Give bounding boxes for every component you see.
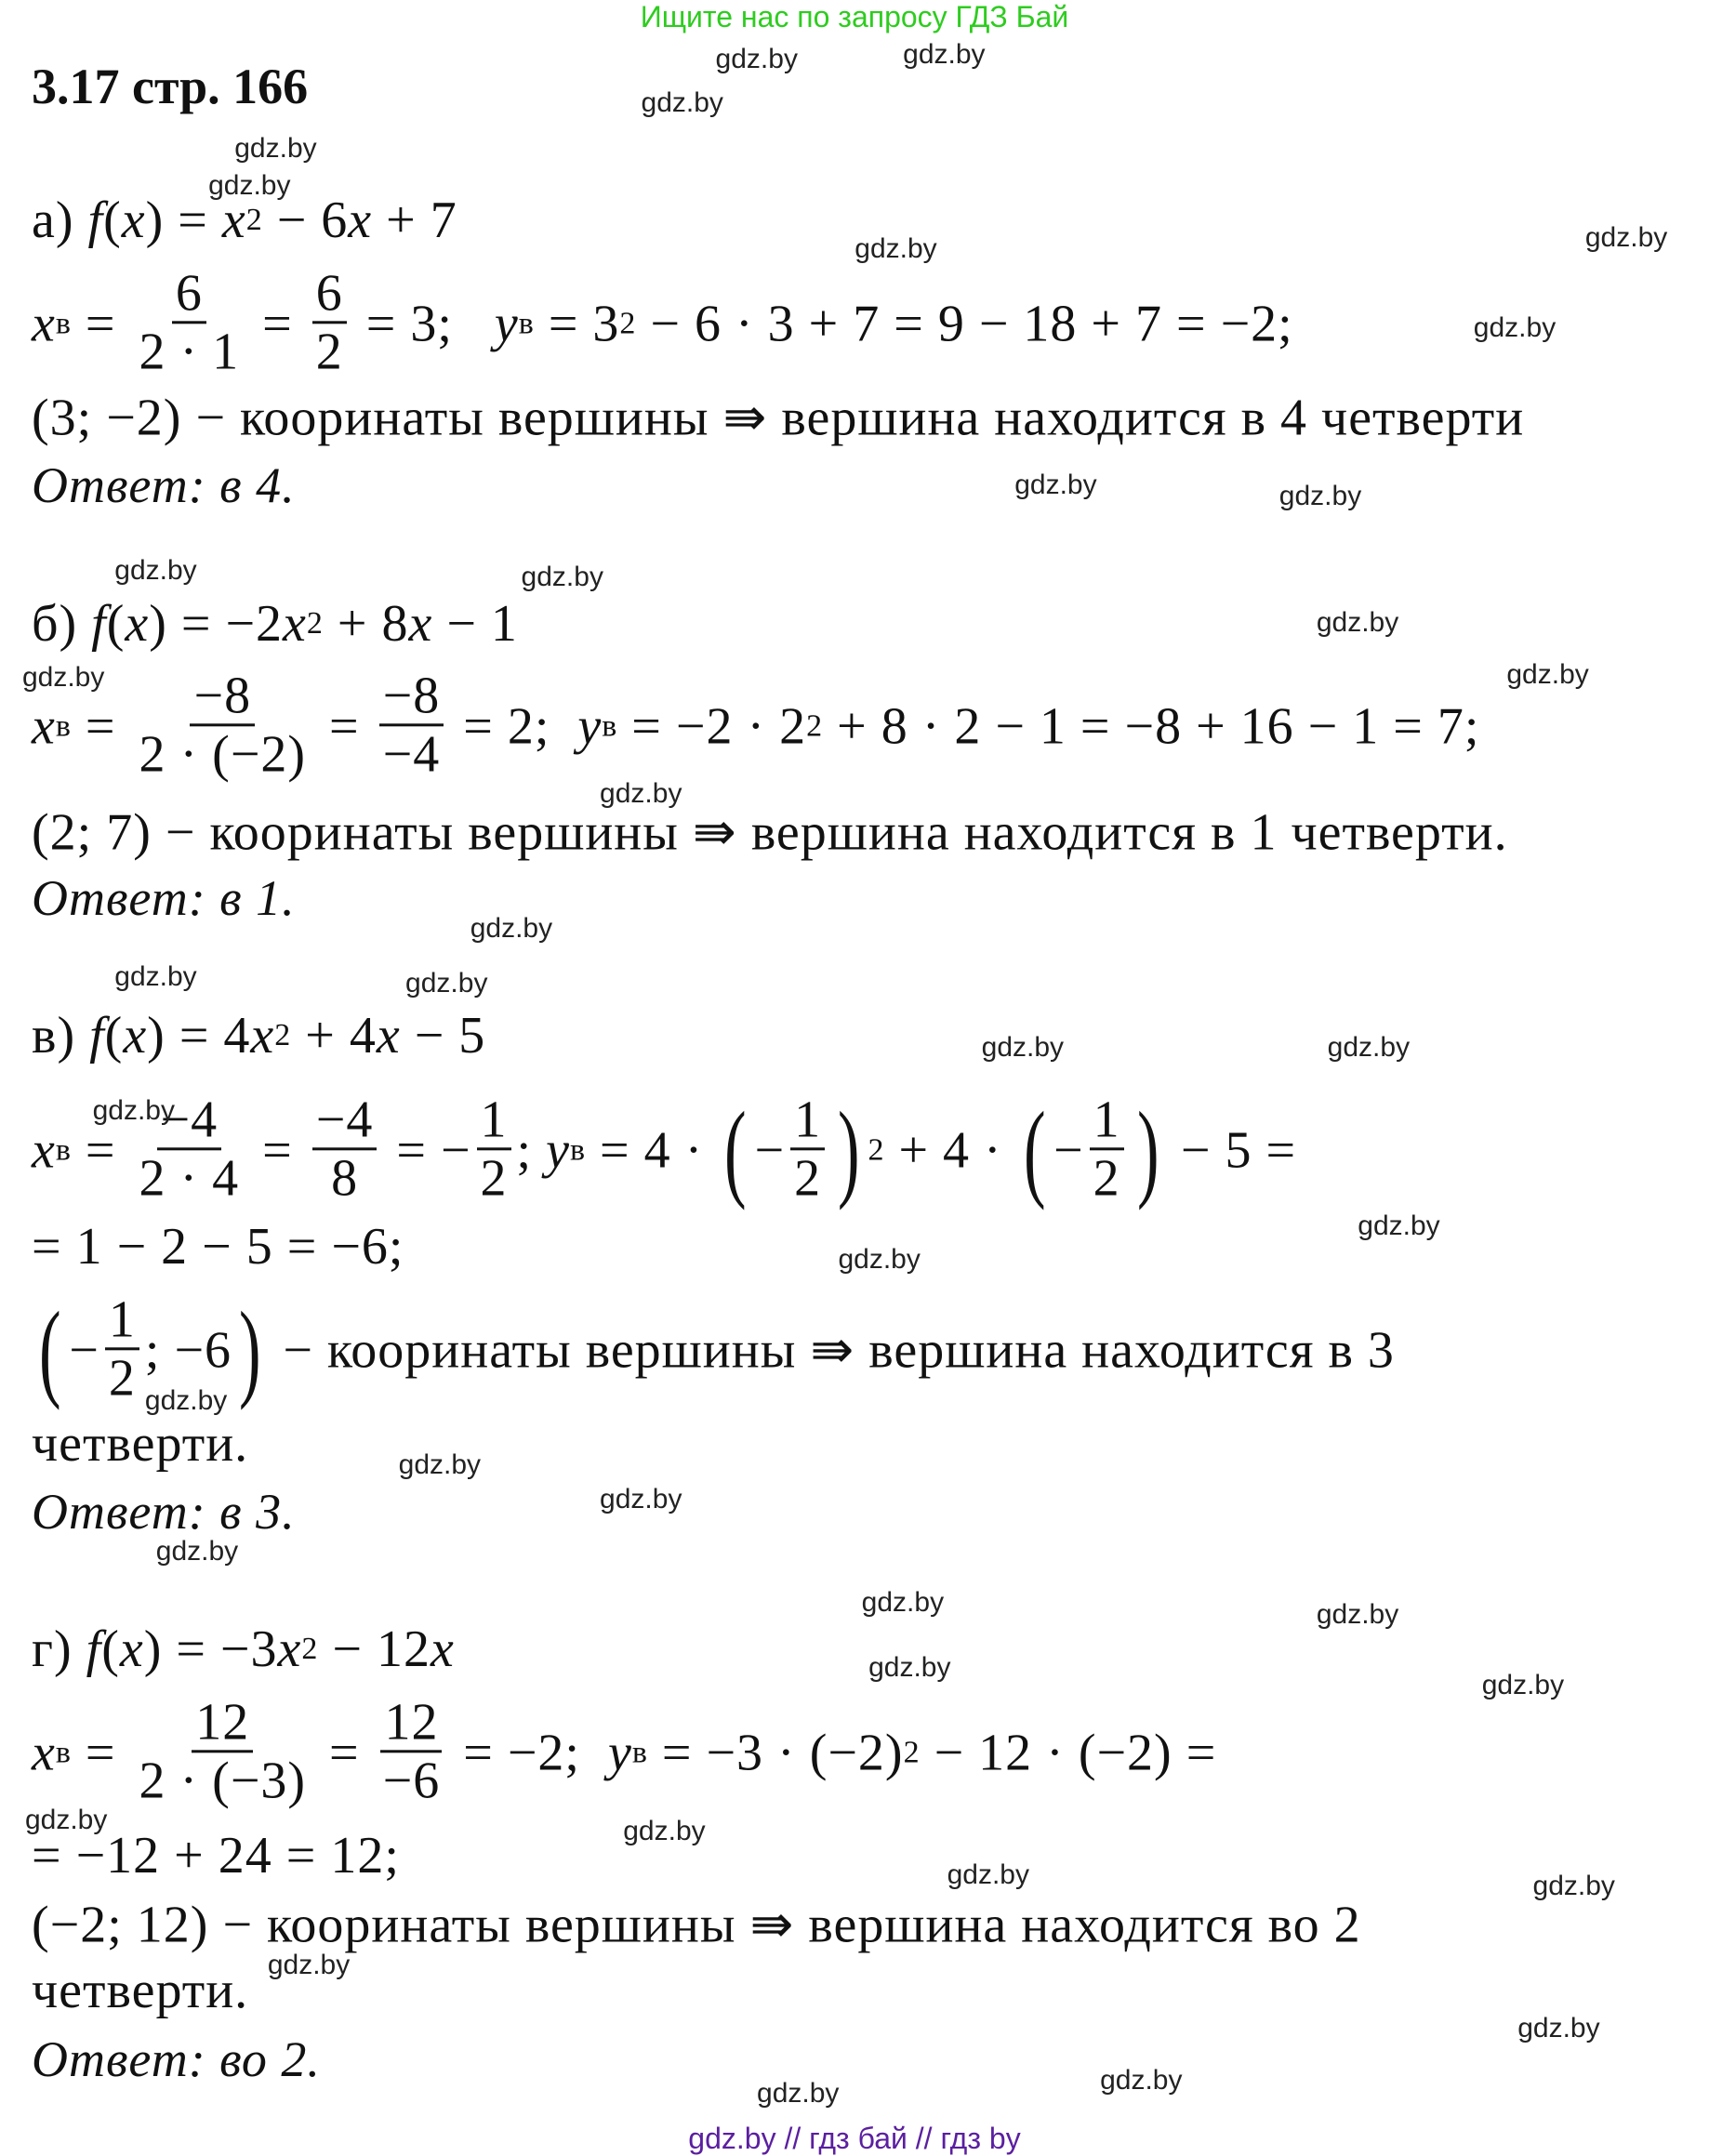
line-d-conclusion-2	[32, 1961, 248, 2020]
watermark: gdz.by	[144, 1385, 228, 1417]
fraction	[1090, 1092, 1124, 1207]
numerator: 1	[1090, 1092, 1124, 1150]
text: б)	[32, 595, 92, 653]
denominator: 2	[1093, 1149, 1120, 1208]
denominator: 2 · 4	[139, 1149, 240, 1208]
big-parenthesis: (	[1023, 1088, 1046, 1210]
numerator: 12	[380, 1695, 442, 1753]
text: = −	[382, 1120, 471, 1179]
text: = −12 + 24 = 12;	[32, 1827, 400, 1885]
watermark: gdz.by	[1278, 480, 1362, 511]
line-d-conclusion	[32, 1895, 1361, 1955]
fraction	[790, 1092, 825, 1207]
text: − 5 =	[1166, 1120, 1297, 1179]
text: + 8 · 2 − 1 = −8 + 16 − 1 = 7;	[823, 696, 1480, 755]
variable: y	[494, 294, 519, 352]
text: четверти.	[32, 1962, 249, 2019]
text: (	[106, 595, 126, 653]
denominator: 2	[315, 323, 343, 381]
numerator: 6	[312, 266, 347, 324]
denominator: 8	[331, 1149, 359, 1208]
watermark: gdz.by	[854, 233, 937, 265]
numerator: −4	[157, 1092, 222, 1150]
watermark: gdz.by	[981, 1031, 1065, 1063]
watermark: gdz.by	[1316, 606, 1399, 638]
variable: f	[86, 1620, 102, 1678]
line-b-vertex-calc: x в = $\frac{-8}{2 \cdot (-2)}$ = $\frac{-8}{-4}$ = 2; y в = −2 · 2 2 + 8 · 2 − 1 = −8 + 16 − 1 = 7;	[32, 667, 1480, 784]
answer-text: Ответ: в 4.	[32, 457, 296, 513]
text: ; −6	[144, 1320, 232, 1379]
line-c-vertex-calc: x в = $\frac{-4}{2 \cdot 4}$ = $\frac{-4}{8}$ = − $\frac{1}{2}$ ; y в = 4 · ( − $\frac{1}{2}$ ) 2 + 4 · ( − $\frac{1}{2}$ ) − 5 =	[32, 1088, 1297, 1210]
fraction	[136, 1695, 311, 1809]
watermark: gdz.by	[92, 1094, 175, 1126]
line-b-function: б) f ( x ) = −2 x 2 + 8 x − 1	[32, 595, 518, 653]
fraction	[477, 1092, 511, 1207]
watermark: gdz.by	[1014, 469, 1097, 500]
watermark: gdz.by	[398, 1448, 482, 1480]
watermark: gdz.by	[1517, 2012, 1600, 2044]
fraction	[312, 1092, 378, 1207]
text: − кооринаты вершины ⇛ вершина находится в 3	[269, 1321, 1395, 1380]
text: = −2 · 2	[617, 696, 807, 755]
variable: x	[283, 595, 307, 653]
numerator: 1	[477, 1092, 511, 1150]
watermark: gdz.by	[1316, 1599, 1399, 1631]
variable: x	[408, 595, 433, 653]
text: + 4	[291, 1007, 377, 1065]
text: − 12	[318, 1620, 431, 1678]
variable: y	[546, 1120, 570, 1179]
watermark: gdz.by	[1327, 1031, 1411, 1063]
numerator: 1	[790, 1092, 825, 1150]
denominator: 2	[108, 1349, 136, 1408]
line-b-answer	[32, 869, 296, 927]
text: − 6 · 3 + 7 = 9 − 18 + 7 = −2;	[636, 294, 1293, 352]
footer-links[interactable]: gdz.by // гдз бай // гдз by	[688, 2122, 1021, 2155]
fraction	[379, 668, 444, 783]
denominator: 2	[794, 1149, 822, 1208]
watermark: gdz.by	[947, 1859, 1029, 1891]
text: г)	[32, 1620, 86, 1678]
watermark: gdz.by	[521, 562, 603, 593]
watermark: gdz.by	[24, 1805, 108, 1836]
watermark: gdz.by	[1584, 222, 1668, 254]
text: =	[71, 1120, 130, 1179]
text: =	[71, 1723, 130, 1781]
watermark: gdz.by	[114, 554, 197, 586]
numerator: −8	[379, 668, 444, 726]
line-c-function: в) f ( x ) = 4 x 2 + 4 x − 5	[32, 1007, 486, 1065]
variable: x	[221, 192, 246, 249]
text: (−2; 12) − кооринаты вершины ⇛ вершина находится во 2	[32, 1896, 1361, 1954]
text: ;	[516, 1120, 547, 1179]
watermark: gdz.by	[861, 1586, 945, 1618]
text: =	[315, 696, 374, 755]
text: =	[71, 696, 130, 755]
variable: x	[32, 1120, 56, 1179]
line-c-vertex-calc-2	[32, 1217, 404, 1276]
watermark: gdz.by	[267, 1949, 351, 1980]
text: = 1 − 2 − 5 = −6;	[32, 1218, 404, 1276]
text: ) =	[145, 192, 222, 249]
line-a-vertex-calc: x в = $\frac{6}{2 \cdot 1}$ = $\frac{6}{2}$ = 3; y в = 3 2 − 6 · 3 + 7 = 9 − 18 + 7 = −2;	[32, 264, 1293, 381]
watermark: gdz.by	[1481, 1669, 1565, 1700]
numerator: 1	[105, 1292, 139, 1350]
variable: x	[250, 1007, 275, 1065]
watermark: gdz.by	[641, 87, 723, 119]
text: = 3;	[351, 294, 495, 352]
page-title: 3.17 стр. 166	[32, 59, 309, 114]
watermark: gdz.by	[623, 1815, 706, 1846]
watermark: gdz.by	[405, 968, 488, 999]
text: (	[101, 1620, 120, 1678]
variable: x	[348, 192, 373, 249]
watermark: gdz.by	[1358, 1210, 1440, 1242]
watermark: gdz.by	[1473, 311, 1557, 343]
text: ) = −3	[143, 1620, 278, 1678]
line-c-conclusion-2	[32, 1414, 248, 1474]
text: + 8	[323, 595, 409, 653]
big-parenthesis: )	[239, 1288, 262, 1410]
watermark: gdz.by	[715, 43, 798, 74]
numerator: −4	[312, 1092, 378, 1150]
fraction	[312, 266, 347, 380]
text: (2; 7) − кооринаты вершины ⇛ вершина находится в 1 четверти.	[32, 803, 1508, 862]
watermark: gdz.by	[470, 913, 553, 945]
text: + 7	[372, 192, 457, 249]
text: = 3	[534, 294, 620, 352]
text: =	[248, 1120, 307, 1179]
text: + 4 ·	[884, 1120, 1016, 1179]
denominator: 2 · (−3)	[139, 1752, 307, 1810]
fraction	[105, 1292, 139, 1407]
text: (3; −2) − кооринаты вершины ⇛ вершина находится в 4 четверти	[32, 389, 1525, 447]
numerator: 6	[172, 266, 206, 324]
text: − 5	[400, 1007, 486, 1065]
text: а)	[32, 192, 88, 249]
variable: f	[87, 192, 104, 249]
line-a-conclusion	[32, 388, 1524, 448]
fraction	[136, 668, 311, 783]
text: = 2;	[449, 696, 578, 755]
watermark: gdz.by	[838, 1243, 921, 1275]
variable: x	[125, 595, 150, 653]
watermark: gdz.by	[757, 2077, 840, 2109]
watermark: gdz.by	[1506, 659, 1589, 691]
answer-text: Ответ: во 2.	[32, 2031, 321, 2087]
line-c-answer	[32, 1483, 296, 1541]
text: − 1	[432, 595, 518, 653]
watermark: gdz.by	[1532, 1871, 1615, 1902]
variable: x	[376, 1007, 401, 1065]
variable: x	[32, 696, 56, 755]
watermark: gdz.by	[1100, 2065, 1183, 2096]
big-parenthesis: )	[838, 1088, 861, 1210]
line-d-vertex-calc: x в = $\frac{12}{2 \cdot (-3)}$ = $\frac{12}{-6}$ = −2; y в = −3 · (−2) 2 − 12 · (−2) =	[32, 1693, 1217, 1810]
text: =	[315, 1723, 374, 1781]
numerator: 12	[192, 1695, 253, 1753]
variable: x	[277, 1620, 302, 1678]
variable: x	[32, 1723, 56, 1781]
text: в)	[32, 1007, 90, 1065]
watermark: gdz.by	[600, 777, 682, 809]
watermark: gdz.by	[155, 1536, 239, 1567]
text: −	[69, 1320, 99, 1379]
line-c-conclusion	[32, 1288, 1395, 1410]
denominator: 2	[480, 1149, 508, 1208]
fraction	[136, 266, 244, 380]
text: четверти.	[32, 1415, 249, 1473]
text: (	[104, 1007, 124, 1065]
line-a-function: а) f ( x ) = x 2 − 6 x + 7	[32, 192, 457, 249]
big-parenthesis: (	[724, 1088, 748, 1210]
text: −	[1053, 1120, 1084, 1179]
line-d-answer	[32, 2030, 321, 2088]
fraction	[379, 1695, 444, 1809]
text: ) = 4	[147, 1007, 251, 1065]
watermark: gdz.by	[234, 133, 317, 165]
answer-text: Ответ: в 1.	[32, 870, 296, 926]
line-a-answer	[32, 456, 296, 514]
text: − 6	[262, 192, 349, 249]
variable: x	[123, 1007, 148, 1065]
text: ) = −2	[149, 595, 284, 653]
denominator: −6	[382, 1752, 441, 1810]
denominator: −4	[382, 725, 441, 784]
answer-text: Ответ: в 3.	[32, 1484, 296, 1540]
line-b-conclusion	[32, 802, 1508, 863]
text: (	[103, 192, 122, 249]
watermark: gdz.by	[903, 39, 986, 71]
denominator: 2 · 1	[139, 323, 240, 381]
variable: y	[577, 696, 603, 755]
watermark: gdz.by	[21, 662, 105, 694]
denominator: 2 · (−2)	[139, 725, 307, 784]
text: =	[248, 294, 307, 352]
big-parenthesis: (	[39, 1288, 62, 1410]
variable: x	[32, 294, 56, 352]
variable: x	[119, 1620, 144, 1678]
text: = −2;	[449, 1723, 608, 1781]
variable: y	[607, 1723, 632, 1781]
watermark: gdz.by	[868, 1651, 951, 1683]
text: = 4 ·	[586, 1120, 718, 1179]
big-parenthesis: )	[1136, 1088, 1159, 1210]
numerator: −8	[190, 668, 255, 726]
watermark: gdz.by	[208, 170, 291, 202]
line-d-function: г) f ( x ) = −3 x 2 − 12 x	[32, 1620, 455, 1678]
watermark: gdz.by	[114, 960, 197, 992]
text: −	[754, 1120, 786, 1179]
variable: f	[91, 595, 107, 653]
variable: f	[89, 1007, 105, 1065]
variable: x	[430, 1620, 455, 1678]
text: =	[71, 294, 130, 352]
watermark: gdz.by	[600, 1483, 682, 1514]
text: − 12 · (−2) =	[920, 1723, 1217, 1781]
text: = −3 · (−2)	[647, 1723, 904, 1781]
search-hint-banner: Ищите нас по запросу ГДЗ Бай	[640, 0, 1069, 33]
variable: x	[121, 192, 146, 249]
